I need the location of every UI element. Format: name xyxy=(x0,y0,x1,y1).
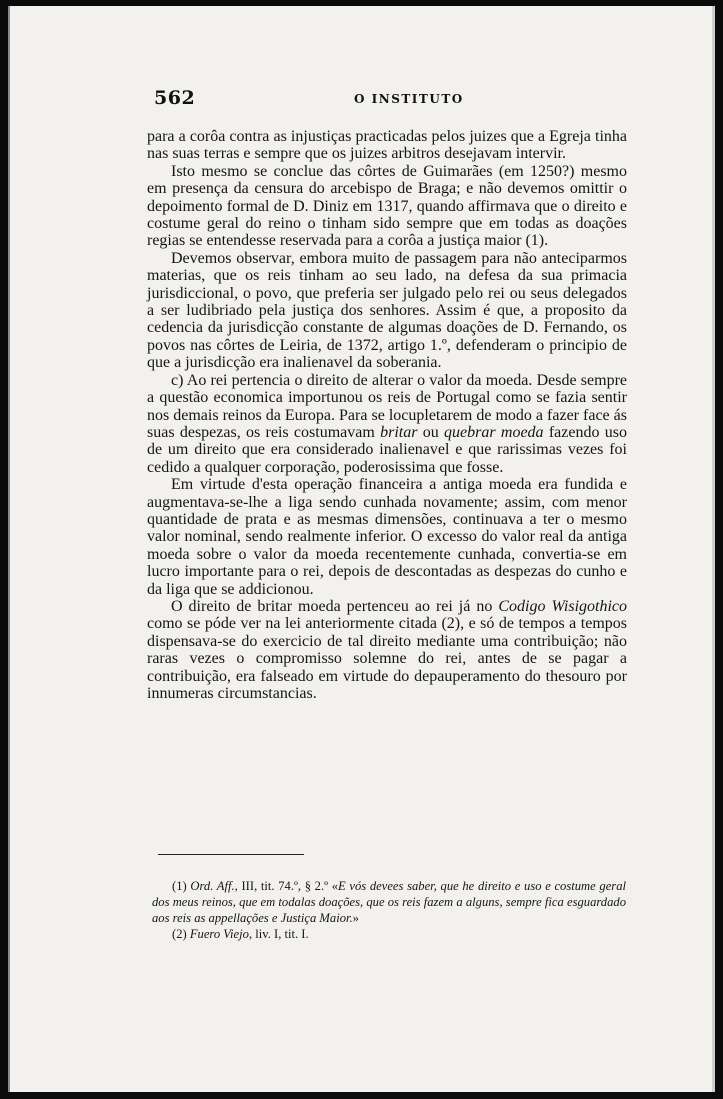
footnote-text: , III, tit. 74.º, § 2.º « xyxy=(234,879,339,893)
footnote-italic: Fuero Viejo xyxy=(189,927,249,941)
footnote xyxy=(152,878,626,926)
running-title: O INSTITUTO xyxy=(354,92,464,106)
footnote-text: (1) xyxy=(172,879,191,893)
footnote-text: » xyxy=(352,911,359,925)
paragraph-text: fazendo uso de um direito que era considerado inalienavel e que rarissimas vezes foi cedido a qualquer corporação, poderosissima que fosse. xyxy=(147,423,627,476)
italic-term: britar xyxy=(380,423,418,441)
paragraph-text: como se póde ver na lei anteriormente citada (2), e só de tempos a tempos dispensava-se do exercicio de tal direito mediante uma contribuição; não raras vezes o compromisso solemne do rei, antes de se pagar a contribuição, era falseado em virtude do depauperamento do thesouro por innumeras circumstancias. xyxy=(147,615,627,702)
paragraph: Isto mesmo se conclue das côrtes de Guimarães (em 1250?) mesmo em presença da censura do arcebispo de Braga; e não devemos omittir o depoimento formal de D. Diniz em 1317, quando affirmava que o direito e costume geral do reino o tinham sido sempre que em todas as doações regias se entendesse reservada para a corôa a justiça maior (1). xyxy=(147,162,627,250)
footnote-quote: E vós devees saber, que he direito e uso e costume geral dos meus reinos, que em todalas doações, que os reis fazem a alguns, sempre fica esguardado aos reis as appellações e Justiça Maior. xyxy=(152,879,627,925)
paragraph: Em virtude d'esta operação financeira a antiga moeda era fundida e augmentava-se-lhe a liga sendo cunhada novamente; assim, com menor quantidade de prata e as mesmas dimensões, continuava a ter o mesmo valor nominal, sendo realmente inferior. O excesso do valor real da antiga moeda sobre o valor da moeda recentemente cunhada, convertia-se em lucro importante para o rei, depois de descontadas as despezas do cunho e da liga que se addicionou. xyxy=(147,476,627,598)
footnote-italic: Ord. Aff. xyxy=(190,879,235,893)
paragraph xyxy=(147,372,627,476)
page-header xyxy=(154,87,624,111)
footnote-text: (2) xyxy=(172,927,190,941)
paragraph-text: O direito de britar moeda pertenceu ao rei já no xyxy=(171,597,499,615)
paragraph: Devemos observar, embora muito de passagem para não anteciparmos materias, que os reis tinham ao seu lado, na defesa da sua primacia jurisdiccional, o povo, que preferia ser julgado pelo rei ou seus delegados a ser ludibriado pela justiça dos senhores. Assim é que, a proposito da cedencia da jurisdicção constante de algumas doações de D. Fernando, os povos nas côrtes de Leiria, de 1372, artigo 1.º, defenderam o principio de que a jurisdicção era inalienavel da soberania. xyxy=(147,249,627,372)
footnote-text: , liv. I, tit. I. xyxy=(248,927,309,941)
paragraph-text: ou xyxy=(417,423,445,441)
page-number: 562 xyxy=(154,87,196,109)
paragraph xyxy=(147,598,627,702)
italic-term: Codigo Wisigothico xyxy=(498,597,628,615)
paragraph-text: c) Ao rei pertencia o direito de alterar o valor da moeda. Desde sempre a questão economica importunou os reis de Portugal como se fazia sentir nos demais reinos da Europa. Para se locupletarem de modo a fazer face ás suas despezas, os reis costumavam xyxy=(147,371,627,441)
footnotes xyxy=(152,878,626,942)
italic-term: quebrar moeda xyxy=(444,423,544,441)
footnote xyxy=(152,926,626,942)
body-text xyxy=(147,128,627,702)
footnote-divider xyxy=(158,854,304,855)
paragraph: para a corôa contra as injustiças practicadas pelos juizes que a Egreja tinha nas suas terras e sempre que os juizes arbitros desejavam intervir. xyxy=(147,128,627,163)
